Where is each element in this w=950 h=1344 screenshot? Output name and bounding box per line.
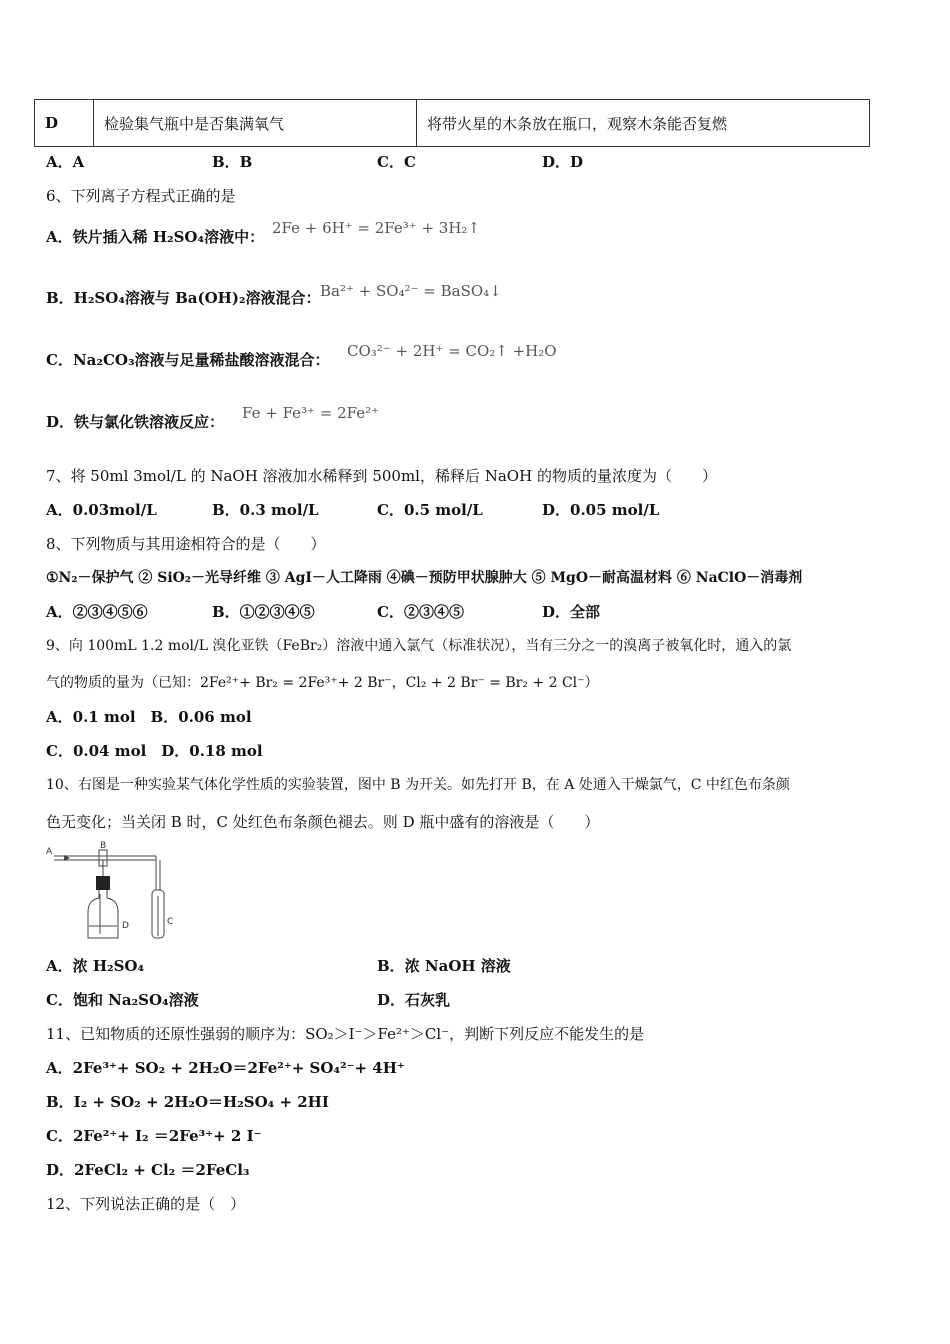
q10-option-c[interactable]: C．饱和 Na₂SO₄溶液	[46, 991, 199, 1009]
apparatus-diagram	[44, 840, 174, 944]
q8-option-b[interactable]: B．①②③④⑤	[212, 603, 315, 621]
q5-option-a[interactable]: A．A	[46, 153, 85, 171]
q11-option-b[interactable]: B．I₂ + SO₂ + 2H₂O＝H₂SO₄ + 2HI	[46, 1093, 329, 1111]
q10-line2: 色无变化；当关闭 B 时，C 处红色布条颜色褪去。则 D 瓶中盛有的溶液是（ ）	[46, 813, 600, 831]
row-label: D	[35, 100, 94, 147]
q6-equation-d: Fe + Fe³⁺ = 2Fe²⁺	[242, 404, 380, 422]
q11-stem: 11、已知物质的还原性强弱的顺序为：SO₂＞I⁻＞Fe²⁺＞Cl⁻，判断下列反应不能发生的是	[46, 1025, 645, 1043]
q9-line1: 9、向 100mL 1.2 mol/L 溴化亚铁（FeBr₂）溶液中通入氯气（标准状况），当有三分之一的溴离子被氧化时，通入的氯	[46, 638, 792, 654]
q10-option-d[interactable]: D．石灰乳	[377, 991, 451, 1009]
q11-option-c[interactable]: C．2Fe²⁺+ I₂ ＝2Fe³⁺+ 2 I⁻	[46, 1127, 262, 1145]
q11-option-d[interactable]: D．2FeCl₂ + Cl₂ ＝2FeCl₃	[46, 1161, 250, 1179]
q7-option-d[interactable]: D．0.05 mol/L	[542, 501, 660, 519]
q10-option-a[interactable]: A．浓 H₂SO₄	[46, 957, 145, 975]
row-purpose: 检验集气瓶中是否集满氧气	[94, 100, 417, 147]
q6-option-d[interactable]: D．铁与氯化铁溶液反应：	[46, 413, 225, 431]
q9-options-row1[interactable]: A．0.1 mol B．0.06 mol	[46, 708, 252, 726]
q6-option-b[interactable]: B．H₂SO₄溶液与 Ba(OH)₂溶液混合：	[46, 289, 321, 307]
q7-stem: 7、将 50ml 3mol/L 的 NaOH 溶液加水稀释到 500ml，稀释后 NaOH 的物质的量浓度为（ ）	[46, 467, 717, 485]
q7-option-b[interactable]: B．0.3 mol/L	[212, 501, 319, 519]
answer-table	[34, 99, 870, 147]
label-c: C	[167, 917, 174, 927]
row-method: 将带火星的木条放在瓶口，观察木条能否复燃	[417, 100, 870, 147]
q9-line2: 气的物质的量为（已知：2Fe²⁺+ Br₂ = 2Fe³⁺+ 2 Br⁻，Cl₂ + 2 Br⁻ = Br₂ + 2 Cl⁻）	[46, 675, 599, 691]
q9-options-row2[interactable]: C．0.04 mol D．0.18 mol	[46, 742, 263, 760]
label-b: B	[100, 841, 107, 851]
q11-option-a[interactable]: A．2Fe³⁺+ SO₂ + 2H₂O＝2Fe²⁺+ SO₄²⁻+ 4H⁺	[46, 1059, 405, 1077]
q12-stem: 12、下列说法正确的是（ ）	[46, 1195, 246, 1213]
q5-option-d[interactable]: D．D	[542, 153, 584, 171]
label-d: D	[122, 921, 129, 931]
q7-option-c[interactable]: C．0.5 mol/L	[377, 501, 483, 519]
q6-equation-b: Ba²⁺ + SO₄²⁻ = BaSO₄↓	[320, 282, 502, 300]
q6-option-c[interactable]: C．Na₂CO₃溶液与足量稀盐酸溶液混合：	[46, 351, 330, 369]
q5-option-c[interactable]: C．C	[377, 153, 416, 171]
q8-option-d[interactable]: D．全部	[542, 603, 601, 621]
q10-line1: 10、右图是一种实验某气体化学性质的实验装置，图中 B 为开关。如先打开 B，在 A 处通入干燥氯气，C 中红色布条颜	[46, 777, 790, 793]
q6-equation-a: 2Fe + 6H⁺ = 2Fe³⁺ + 3H₂↑	[272, 219, 481, 237]
q8-option-c[interactable]: C．②③④⑤	[377, 603, 464, 621]
q6-stem: 6、下列离子方程式正确的是	[46, 187, 236, 205]
q8-option-a[interactable]: A．②③④⑤⑥	[46, 603, 148, 621]
q5-option-b[interactable]: B．B	[212, 153, 253, 171]
label-a: A	[46, 847, 53, 857]
q7-option-a[interactable]: A．0.03mol/L	[46, 501, 157, 519]
q6-option-a[interactable]: A．铁片插入稀 H₂SO₄溶液中：	[46, 228, 265, 246]
q10-option-b[interactable]: B．浓 NaOH 溶液	[377, 957, 511, 975]
q8-items: ①N₂－保护气 ② SiO₂－光导纤维 ③ AgI－人工降雨 ④碘－预防甲状腺肿大 ⑤ MgO－耐高温材料 ⑥ NaClO－消毒剂	[46, 570, 803, 586]
table-row	[35, 100, 870, 147]
q6-equation-c: CO₃²⁻ + 2H⁺ = CO₂↑ +H₂O	[347, 342, 557, 360]
q8-stem: 8、下列物质与其用途相符合的是（ ）	[46, 535, 326, 553]
